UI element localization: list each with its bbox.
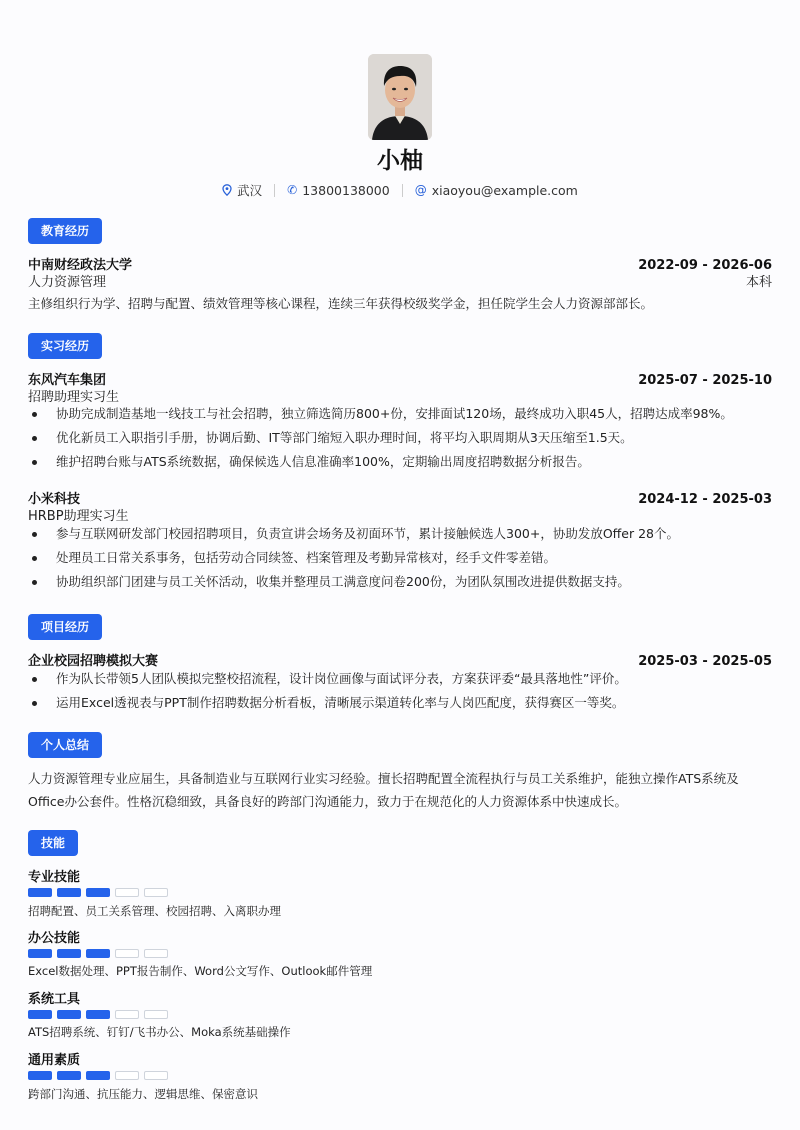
education-subrow [28,271,772,290]
skill-level-bar [28,1010,168,1019]
profile-photo [368,54,432,140]
project-bullets [28,667,772,715]
section-title-skills: 技能 [28,830,78,856]
skill-level-segment-empty [115,1010,139,1019]
summary-text [28,767,772,813]
summary-line: Office办公套件。性格沉稳细致，具备良好的跨部门沟通能力，致力于在规范化的人力资源体系中快速成长。 [28,794,627,809]
list-item: 运用Excel透视表与PPT制作招聘数据分析看板，清晰展示渠道转化率与人岗匹配度，获得赛区一等奖。 [28,691,772,715]
phone-text: 13800138000 [302,182,390,198]
location-text: 武汉 [237,183,263,198]
skill-level-segment-empty [115,949,139,958]
internship-2-bullets [28,522,772,594]
skill-level-segment-filled [86,1071,110,1080]
internship-1-bullets [28,402,772,474]
project-name: 企业校园招聘模拟大赛 [28,654,159,669]
skill-level-bar [28,1071,168,1080]
school-name: 中南财经政法大学 [28,258,133,273]
skill-name: 通用素质 [28,1053,81,1068]
list-item: 协助组织部门团建与员工关怀活动，收集并整理员工满意度问卷200份，为团队氛围改进提供数据支持。 [28,570,772,594]
education-dates: 2022-09 - 2026-06 [638,258,772,273]
skill-level-segment-filled [28,888,52,897]
email-at-icon: @ [414,183,427,197]
list-item: 优化新员工入职指引手册，协调后勤、IT等部门缩短入职办理时间，将平均入职周期从3天压缩至1.5天。 [28,426,772,450]
resume-header [0,54,800,199]
skill-level-segment-filled [57,888,81,897]
skill-level-segment-filled [28,949,52,958]
skill-description: ATS招聘系统、钉钉/飞书办公、Moka系统基础操作 [28,1025,291,1039]
skill-level-segment-empty [115,1071,139,1080]
skill-level-segment-empty [144,888,168,897]
phone-item [275,183,402,198]
phone-icon: ✆ [287,183,298,197]
location-item [210,181,274,199]
skill-level-segment-filled [86,888,110,897]
summary-line: 人力资源管理专业应届生，具备制造业与互联网行业实习经验。擅长招聘配置全流程执行与员工关系维护，能独立操作ATS系统及 [28,771,739,786]
candidate-name: 小柚 [377,148,423,174]
skill-level-bar [28,888,168,897]
major: 人力资源管理 [28,275,107,290]
role-title: 招聘助理实习生 [28,390,120,405]
section-title-summary: 个人总结 [28,732,102,758]
skill-level-segment-filled [86,949,110,958]
company-name: 东风汽车集团 [28,373,107,388]
skill-description: 跨部门沟通、抗压能力、逻辑思维、保密意识 [28,1087,258,1101]
list-item: 协助完成制造基地一线技工与社会招聘，独立筛选简历800+份，安排面试120场，最终成功入职45人，招聘达成率98%。 [28,402,772,426]
skill-description: Excel数据处理、PPT报告制作、Word公文写作、Outlook邮件管理 [28,964,373,978]
degree: 本科 [745,275,772,290]
skill-level-segment-empty [144,1071,168,1080]
skill-level-segment-filled [28,1071,52,1080]
section-title-internship: 实习经历 [28,333,102,359]
person-portrait-icon [368,54,432,140]
project-dates: 2025-03 - 2025-05 [638,654,772,669]
skill-level-segment-filled [86,1010,110,1019]
section-title-project: 项目经历 [28,614,102,640]
role-title: HRBP助理实习生 [28,509,129,524]
section-title-education: 教育经历 [28,218,102,244]
skill-name: 系统工具 [28,992,81,1007]
location-pin-icon [222,184,232,196]
skill-level-segment-empty [115,888,139,897]
skill-level-segment-empty [144,949,168,958]
skill-level-segment-filled [57,1071,81,1080]
skill-level-segment-empty [144,1010,168,1019]
skill-level-segment-filled [57,1010,81,1019]
company-name: 小米科技 [28,492,81,507]
skill-name: 办公技能 [28,931,81,946]
email-text[interactable]: xiaoyou@example.com [431,182,578,198]
internship-dates: 2025-07 - 2025-10 [638,373,772,388]
list-item: 处理员工日常关系事务，包括劳动合同续签、档案管理及考勤异常核对，经手文件零差错。 [28,546,772,570]
contact-info [0,181,800,199]
skill-level-segment-filled [57,949,81,958]
list-item: 作为队长带领5人团队模拟完整校招流程，设计岗位画像与面试评分表，方案获评委“最具落地性”评价。 [28,667,772,691]
internship-dates: 2024-12 - 2025-03 [638,492,772,507]
list-item: 参与互联网研发部门校园招聘项目，负责宣讲会场务及初面环节，累计接触候选人300+，协助发放Offer 28个。 [28,522,772,546]
skill-description: 招聘配置、员工关系管理、校园招聘、入离职办理 [28,904,281,918]
education-description: 主修组织行为学、招聘与配置、绩效管理等核心课程，连续三年获得校级奖学金，担任院学生会人力资源部部长。 [28,296,654,311]
skill-level-segment-filled [28,1010,52,1019]
skill-name: 专业技能 [28,870,81,885]
list-item: 维护招聘台账与ATS系统数据，确保候选人信息准确率100%，定期输出周度招聘数据分析报告。 [28,450,772,474]
skill-level-bar [28,949,168,958]
email-item[interactable] [403,183,590,198]
